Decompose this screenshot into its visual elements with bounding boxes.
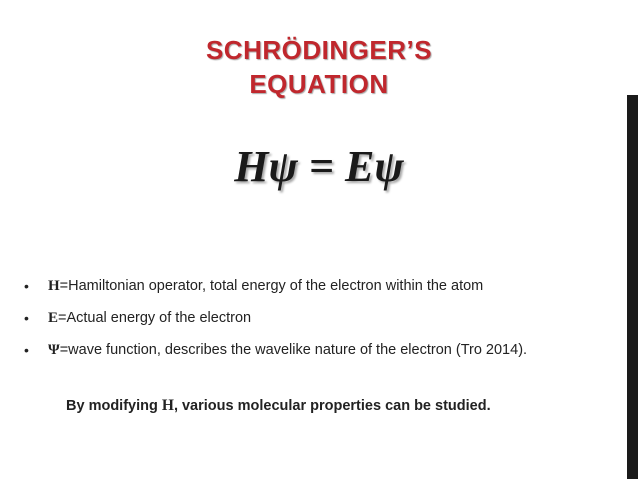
summary-note — [66, 396, 626, 416]
summary-note-symbol: H — [161, 397, 174, 414]
wave-function-definition: =wave function, describes the wavelike nature of the electron (Tro 2014). — [59, 342, 528, 358]
slide-title-line-2: EQUATION — [249, 69, 389, 99]
summary-note-prefix: By modifying — [66, 398, 162, 414]
hamiltonian-definition: =Hamiltonian operator, total energy of the electron within the atom — [59, 278, 484, 294]
bullet-icon: • — [24, 278, 29, 294]
schrodinger-equation: Hψ = Eψ — [234, 142, 404, 191]
list-item — [22, 276, 602, 296]
definitions-list — [22, 276, 602, 372]
slide-title-line-1: SCHRÖDINGER’S — [205, 35, 433, 65]
list-item — [22, 340, 602, 360]
bullet-icon: • — [24, 310, 29, 326]
energy-symbol: E — [48, 310, 59, 326]
wave-function-symbol: Ψ — [48, 342, 60, 358]
bullet-icon: • — [24, 342, 29, 358]
list-item — [22, 308, 602, 328]
energy-definition: =Actual energy of the electron — [58, 310, 252, 326]
summary-note-suffix: , various molecular properties can be studied. — [173, 398, 491, 414]
hamiltonian-symbol: H — [48, 278, 60, 294]
